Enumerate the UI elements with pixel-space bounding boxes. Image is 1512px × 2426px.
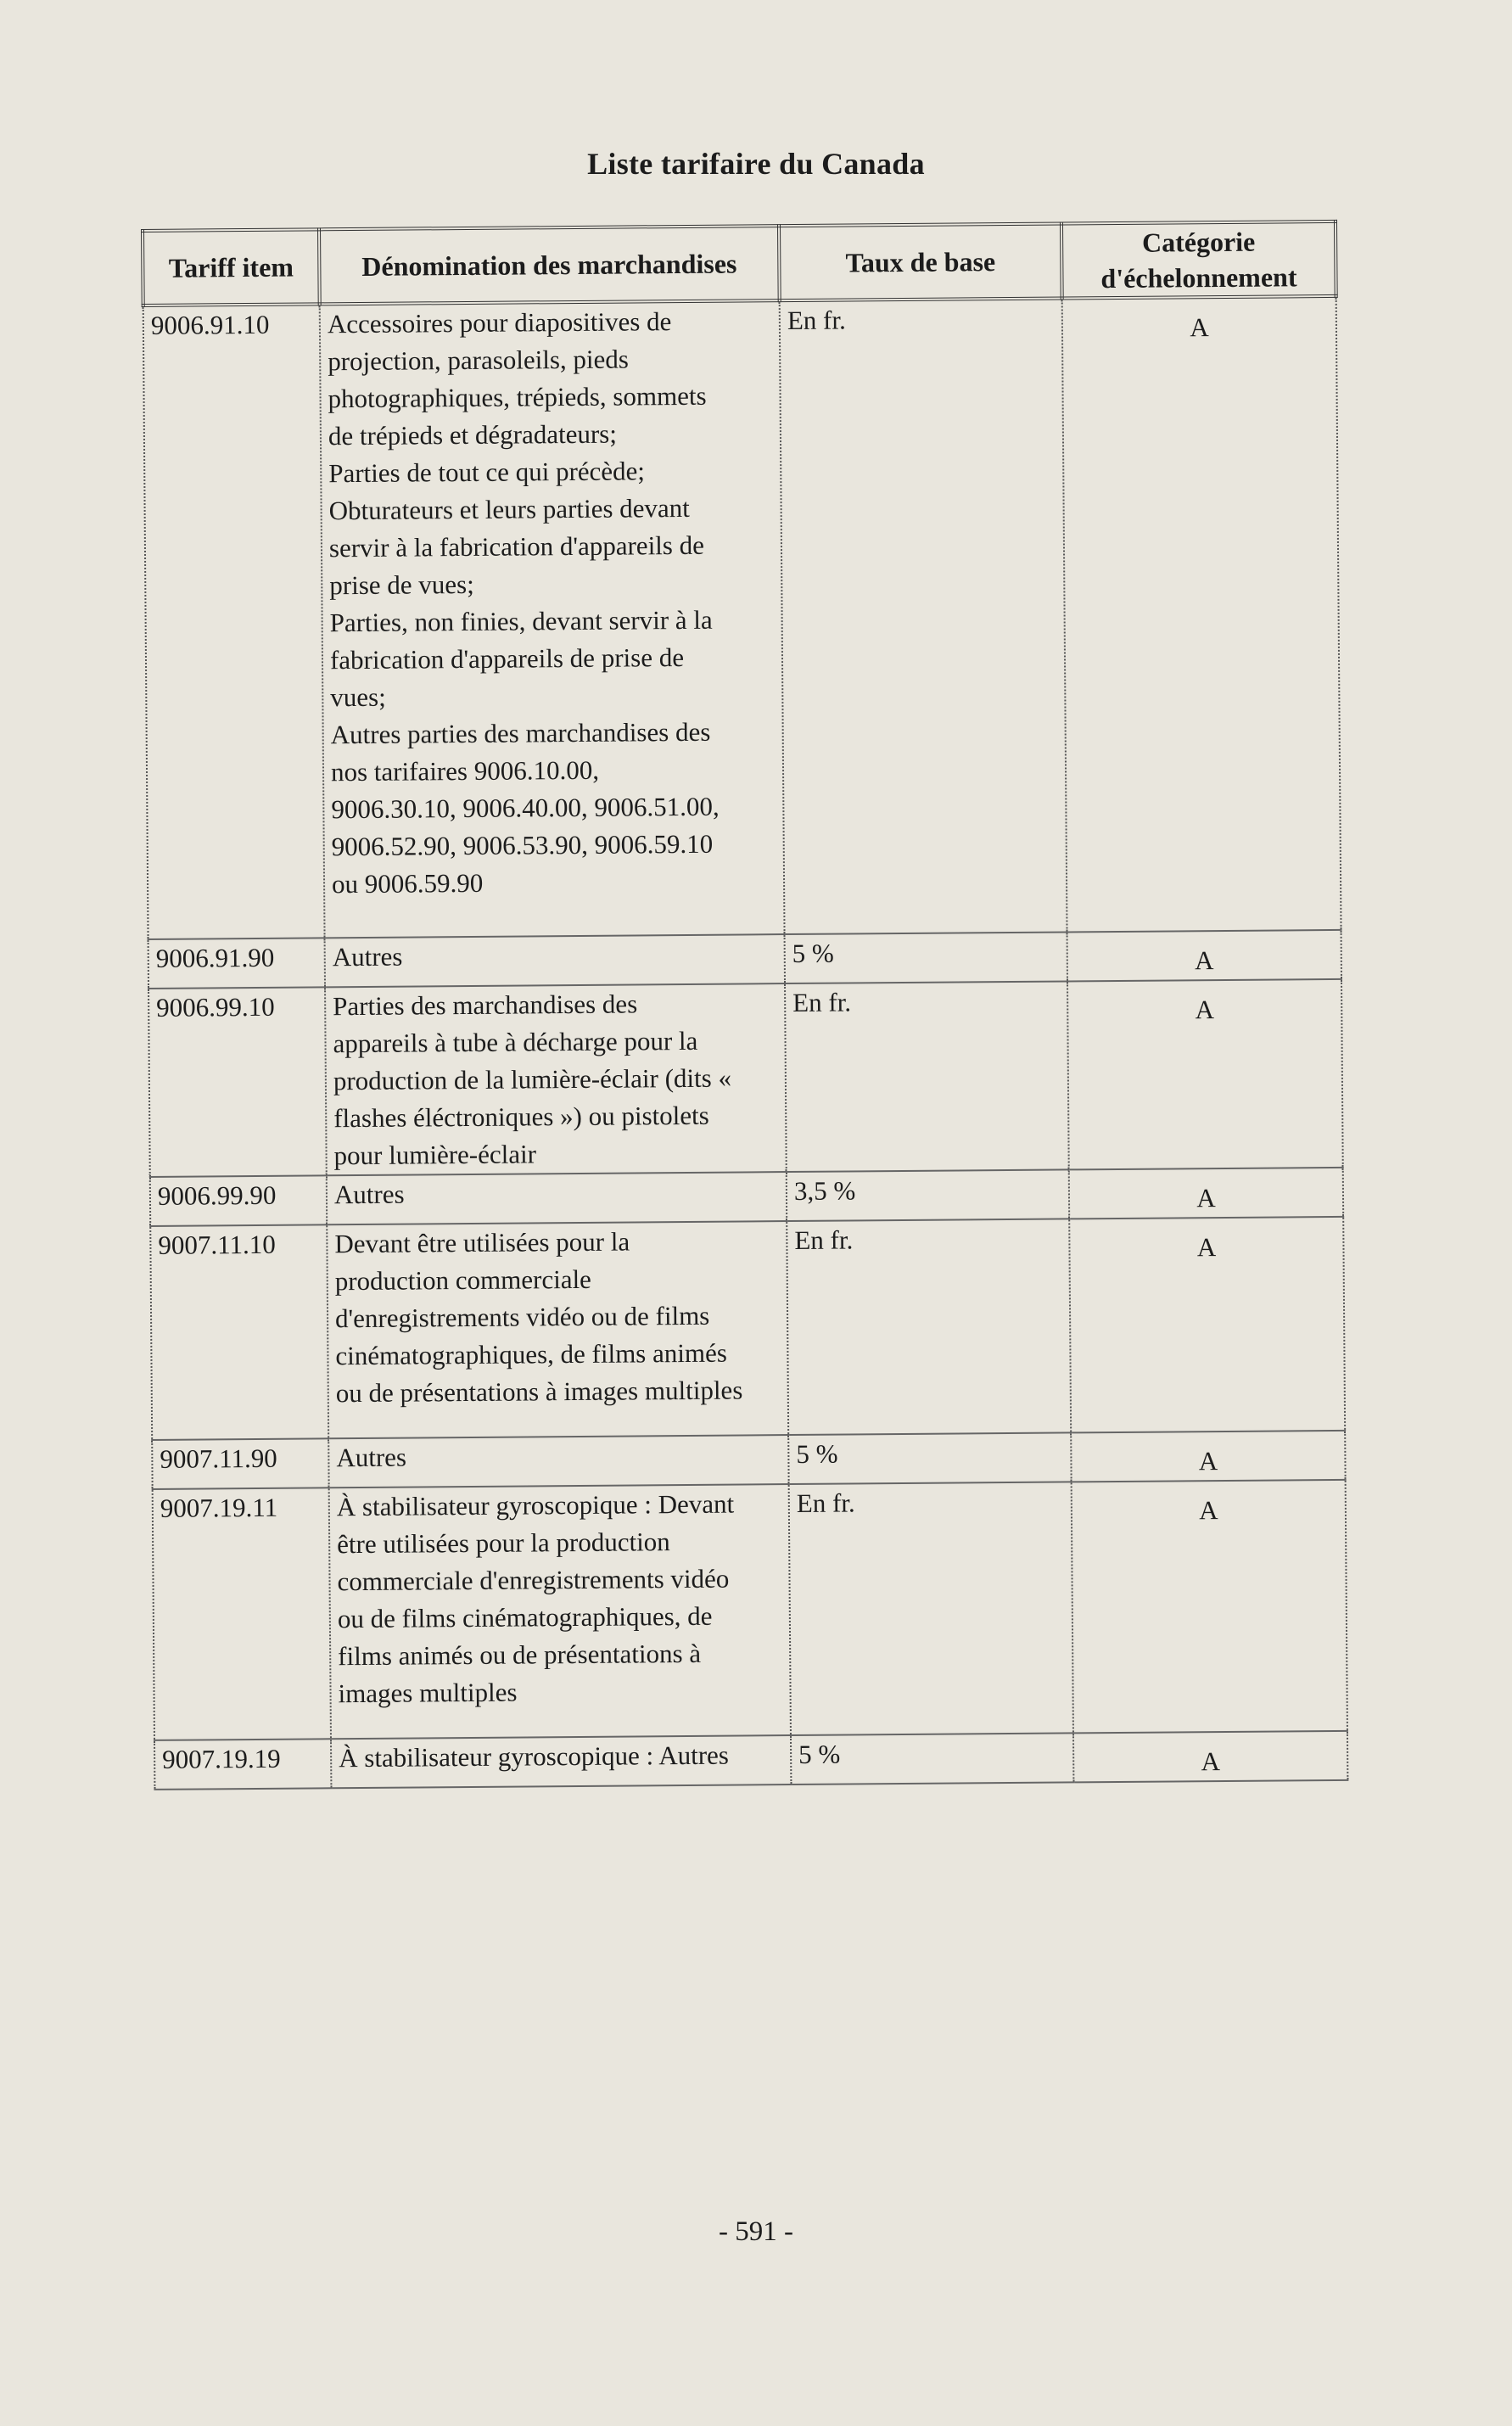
base-rate-cell: 3,5 %	[787, 1169, 1069, 1221]
description-line: ou de films cinématographiques, de	[337, 1600, 713, 1634]
description-line: photographiques, trépieds, sommets	[328, 380, 707, 414]
description-line: ou de présentations à images multiples	[335, 1375, 743, 1409]
description-line: cinématographiques, de films animés	[335, 1337, 727, 1371]
description-line: films animés ou de présentations à	[338, 1638, 702, 1672]
description-cell	[325, 983, 787, 1175]
description-line: production commerciale	[334, 1263, 592, 1297]
staging-category-cell: A	[1067, 930, 1341, 982]
description-line: commerciale d'enregistrements vidéo	[337, 1563, 730, 1597]
tariff-item-cell: 9007.19.11	[153, 1488, 331, 1740]
table-body	[143, 296, 1348, 1790]
header-tariff-item: Tariff item	[143, 229, 320, 305]
description-line: Autres	[332, 941, 403, 972]
description-line: À stabilisateur gyroscopique : Devant	[336, 1488, 735, 1522]
description-line: Accessoires pour diapositives de	[327, 306, 672, 339]
description-cell	[328, 1435, 788, 1488]
base-rate-cell: En fr.	[780, 298, 1067, 934]
description-line: de trépieds et dégradateurs;	[328, 418, 618, 451]
tariff-item-cell: 9006.91.90	[148, 938, 325, 989]
base-rate-cell: En fr.	[789, 1482, 1073, 1735]
base-rate-cell: 5 %	[785, 932, 1067, 983]
description-line: vues;	[330, 681, 386, 713]
page-number: - 591 -	[719, 2216, 793, 2247]
description-cell	[329, 1484, 791, 1739]
base-rate-cell: 5 %	[788, 1432, 1071, 1484]
table-row	[153, 1480, 1347, 1740]
description-line: Obturateurs et leurs parties devant	[328, 492, 690, 526]
tariff-item-cell: 9006.91.10	[143, 304, 325, 939]
tariff-item-cell: 9006.99.10	[148, 987, 327, 1177]
description-line: Autres	[333, 1179, 405, 1210]
description-cell	[331, 1735, 791, 1788]
description-line: prise de vues;	[329, 569, 474, 601]
tariff-item-cell: 9007.19.19	[154, 1739, 331, 1790]
description-line: flashes éléctroniques ») ou pistolets	[333, 1100, 709, 1134]
staging-category-cell: A	[1069, 1168, 1343, 1219]
description-line: 9006.30.10, 9006.40.00, 9006.51.00,	[331, 791, 720, 825]
description-cell	[320, 300, 785, 938]
base-rate-cell: En fr.	[787, 1219, 1071, 1435]
description-line: Autres parties des marchandises des	[330, 716, 711, 750]
header-description: Dénomination des marchandises	[319, 226, 780, 304]
staging-category-cell: A	[1067, 979, 1343, 1170]
description-line: images multiples	[338, 1677, 518, 1709]
description-line: fabrication d'appareils de prise de	[329, 642, 685, 675]
page-title: Liste tarifaire du Canada	[587, 147, 925, 181]
base-rate-cell: 5 %	[791, 1733, 1073, 1784]
staging-category-cell: A	[1073, 1731, 1347, 1783]
description-line: projection, parasoleils, pieds	[328, 344, 630, 377]
staging-category-cell: A	[1071, 1431, 1345, 1482]
description-line: Parties des marchandises des	[333, 989, 638, 1022]
description-cell	[327, 1172, 787, 1224]
tariff-table-container	[141, 220, 1356, 1790]
description-line: Devant être utilisées pour la	[334, 1226, 630, 1259]
description-line: être utilisées pour la production	[337, 1527, 670, 1560]
description-line: servir à la fabrication d'appareils de	[328, 529, 705, 563]
base-rate-cell: En fr.	[785, 981, 1069, 1172]
description-line: Parties de tout ce qui précède;	[328, 456, 646, 489]
description-cell	[327, 1221, 788, 1438]
table-row	[143, 296, 1341, 939]
description-cell	[325, 934, 785, 987]
tariff-item-cell: 9006.99.90	[150, 1175, 327, 1226]
description-line: ou 9006.59.90	[331, 867, 484, 899]
header-base-rate: Taux de base	[779, 223, 1062, 300]
description-line: production de la lumière-éclair (dits «	[333, 1062, 732, 1096]
table-row	[154, 1731, 1347, 1790]
tariff-item-cell: 9007.11.10	[150, 1224, 328, 1440]
description-line: Autres	[336, 1442, 407, 1473]
description-line: 9006.52.90, 9006.53.90, 9006.59.10	[331, 828, 714, 862]
description-line: À stabilisateur gyroscopique : Autres	[339, 1740, 730, 1773]
staging-category-cell: A	[1069, 1217, 1345, 1433]
description-line: pour lumière-éclair	[333, 1139, 537, 1171]
tariff-table	[141, 220, 1349, 1790]
staging-category-cell: A	[1072, 1480, 1347, 1734]
description-line: appareils à tube à décharge pour la	[333, 1025, 698, 1059]
table-row	[150, 1217, 1345, 1440]
table-header-row	[143, 221, 1336, 305]
description-line: Parties, non finies, devant servir à la	[329, 604, 713, 638]
header-staging-category: Catégorie d'échelonnement	[1061, 221, 1336, 299]
description-line: d'enregistrements vidéo ou de films	[334, 1300, 710, 1334]
tariff-item-cell: 9007.11.90	[152, 1438, 328, 1489]
staging-category-cell: A	[1062, 296, 1341, 933]
description-line: nos tarifaires 9006.10.00,	[330, 754, 600, 787]
table-row	[148, 979, 1343, 1177]
